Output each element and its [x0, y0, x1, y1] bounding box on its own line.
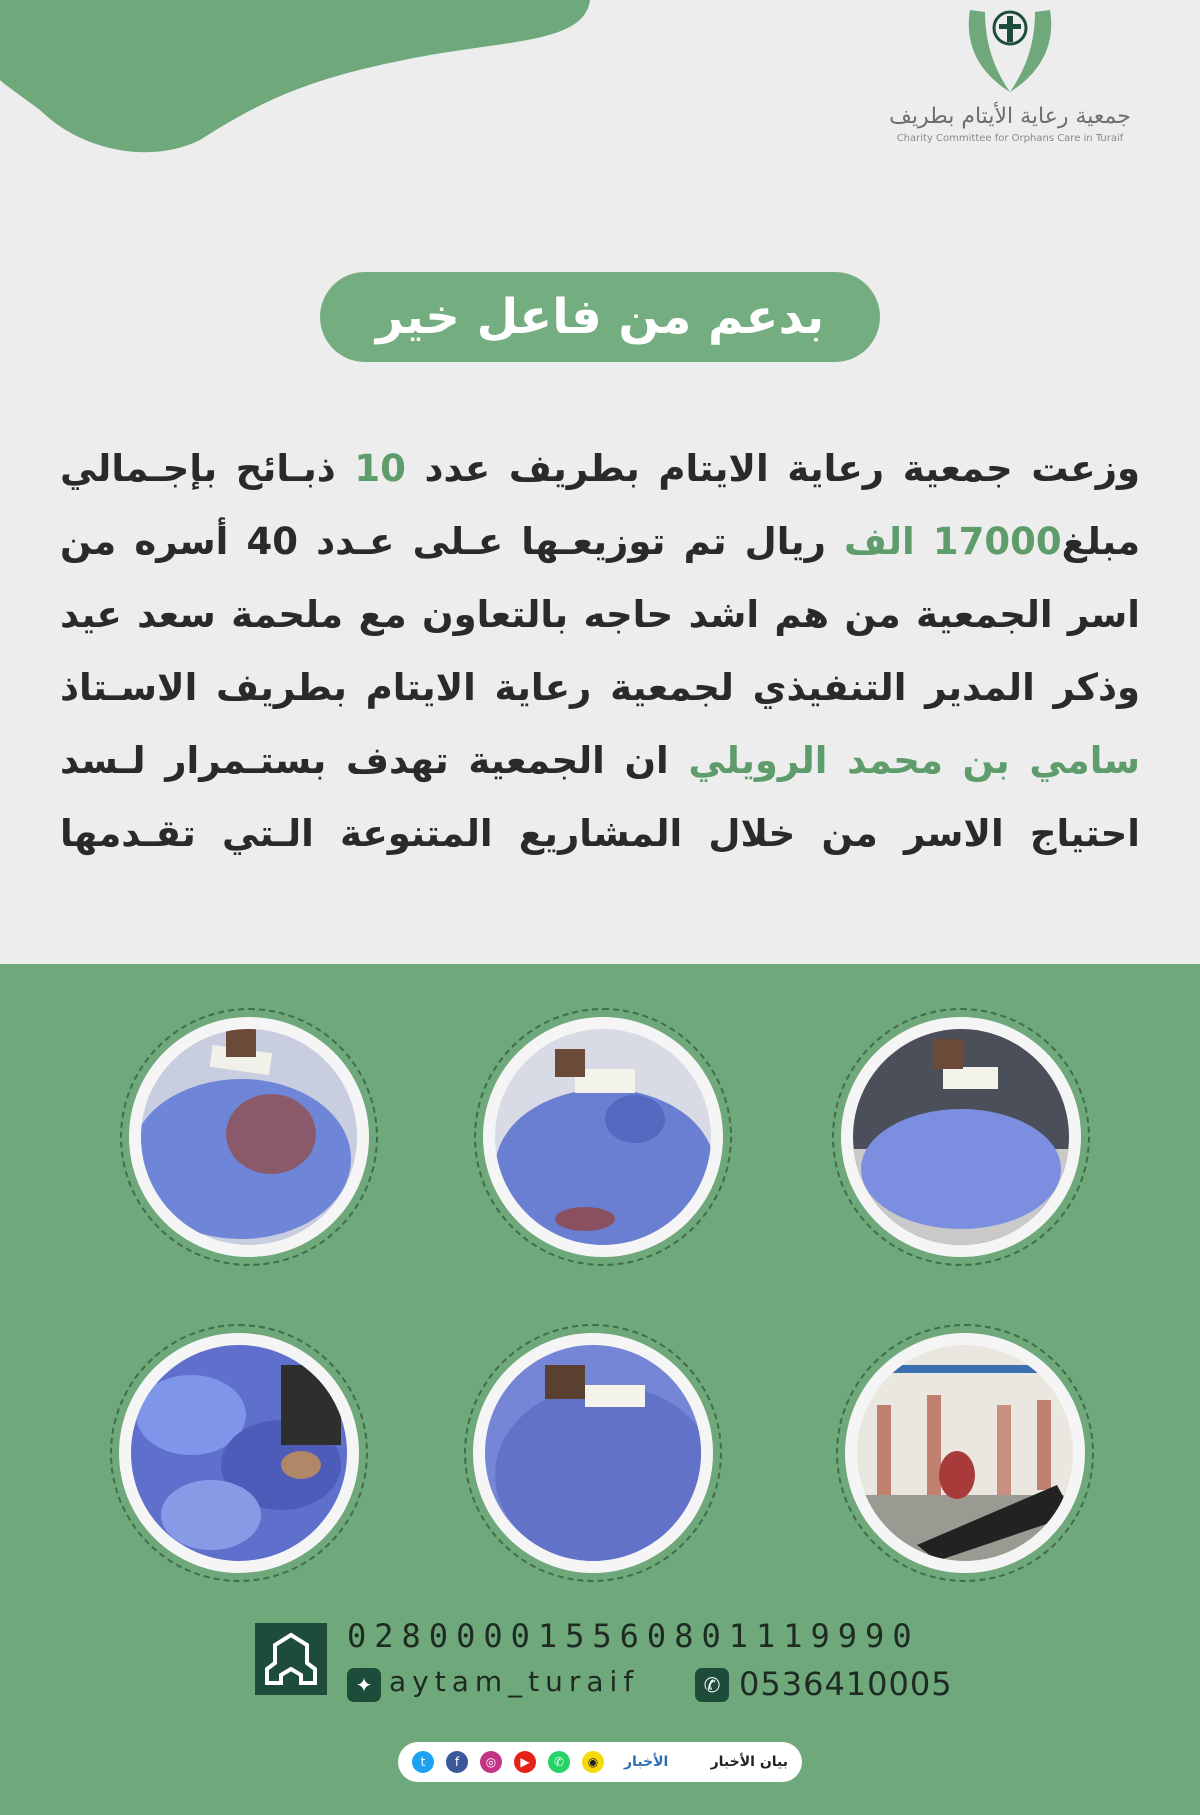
amount-highlight: 17000 الف — [844, 520, 1062, 563]
slaughter-count: 10 — [354, 447, 406, 490]
news-footer-bar — [398, 1742, 802, 1782]
photo-circle-2 — [474, 1008, 732, 1266]
article-text — [60, 432, 1140, 870]
article-line-2 — [60, 505, 1140, 578]
butcher-shop-photo — [857, 1345, 1073, 1561]
phone-number[interactable]: 0536410005 — [739, 1665, 953, 1703]
photo-circle-5 — [464, 1324, 722, 1582]
bags-pile-photo — [131, 1345, 347, 1561]
bank-logo-icon — [255, 1623, 327, 1695]
text: مبلغ — [1061, 520, 1140, 563]
article-line-3: اسر الجمعية من هم اشد حاجه بالتعاون مع ملحمة سعد عيد — [60, 593, 1140, 636]
logo-name-arabic: جمعية رعاية الأيتام بطريف — [889, 104, 1131, 129]
news-brand: الأخبار — [624, 1754, 669, 1770]
photo-circle-3 — [832, 1008, 1090, 1266]
facebook-icon[interactable]: f — [446, 1751, 468, 1773]
article-line-5 — [60, 724, 1140, 797]
twitter-icon[interactable]: t — [412, 1751, 434, 1773]
text: ريال تم توزيعـها عـلى عـدد 40 أسره من — [60, 520, 845, 563]
photo-circle-4 — [110, 1324, 368, 1582]
youtube-icon[interactable]: ▶ — [514, 1751, 536, 1773]
meat-bag-photo — [141, 1029, 357, 1245]
contact-block — [255, 1615, 975, 1725]
text: وزعت جمعية رعاية الايتام بطريف عدد — [405, 447, 1141, 490]
twitter-handle[interactable]: aytam_turaif — [389, 1665, 640, 1698]
logo-name-english: Charity Committee for Orphans Care in Turaif — [896, 133, 1124, 144]
blue-bag-photo — [853, 1029, 1069, 1245]
article-line-4: وذكر المدير التنفيذي لجمعية رعاية الايتام بطريف الاسـتاذ — [60, 666, 1140, 709]
decorative-green-blob — [0, 0, 600, 160]
charity-logo — [860, 0, 1160, 170]
photo-circle-6 — [836, 1324, 1094, 1582]
tied-bag-photo — [495, 1029, 711, 1245]
article-line-1 — [60, 432, 1140, 505]
article-line-6: احتياج الاسر من خلال المشاريع المتنوعة الـتي تقـدمها — [60, 812, 1140, 855]
whatsapp-icon[interactable]: ✆ — [695, 1668, 729, 1702]
director-name: سامي بن محمد الرويلي — [688, 739, 1140, 782]
text: ان الجمعية تهدف بستـمرار لـسد — [60, 739, 689, 782]
banner-title: بدعم من فاعل خير — [320, 272, 880, 362]
instagram-icon[interactable]: ◎ — [480, 1751, 502, 1773]
text: ذبـائح بإجـمالي — [60, 447, 355, 490]
bag-closeup-photo — [485, 1345, 701, 1561]
bank-account-number: 028000015560801119990 — [347, 1617, 920, 1655]
news-label: بيان الأخبار — [710, 1754, 788, 1770]
snapchat-icon[interactable]: ◉ — [582, 1751, 604, 1773]
hands-heart-logo-icon — [955, 0, 1065, 100]
whatsapp-icon[interactable]: ✆ — [548, 1751, 570, 1773]
photo-circle-1 — [120, 1008, 378, 1266]
twitter-icon[interactable]: ✦ — [347, 1668, 381, 1702]
